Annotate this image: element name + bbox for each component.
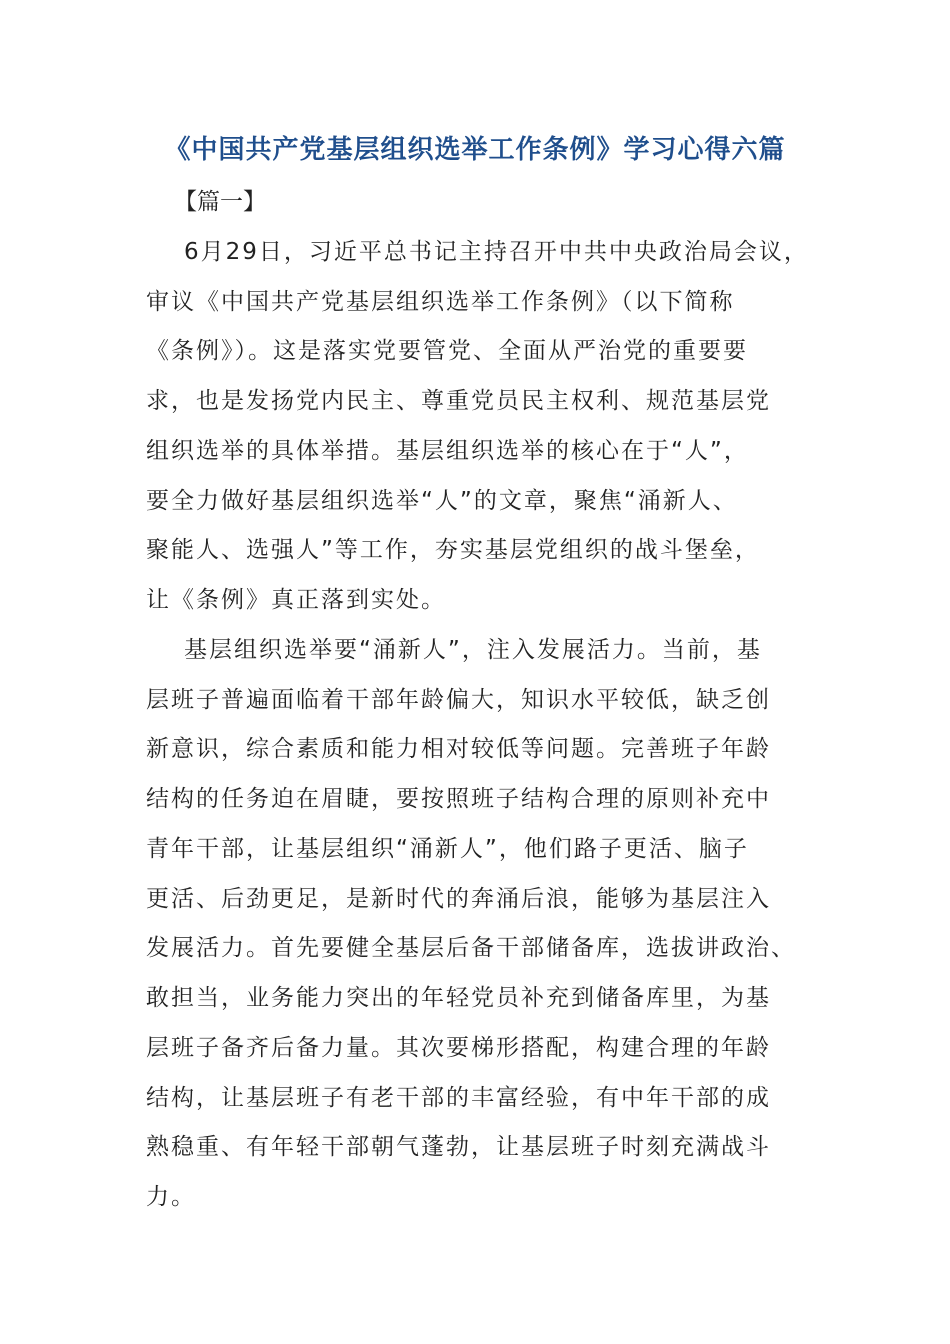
paragraph-line: 结构的任务迫在眉睫，要按照班子结构合理的原则补充中 — [146, 786, 771, 812]
section-label: 【篇一】 — [174, 189, 266, 215]
paragraph-line: 新意识，综合素质和能力相对较低等问题。完善班子年龄 — [146, 736, 771, 762]
paragraph-line: 让《条例》真正落到实处。 — [146, 587, 446, 613]
paragraph-line: 聚能人、选强人”等工作，夯实基层党组织的战斗堡垒， — [146, 537, 760, 563]
paragraph-line: 更活、后劲更足，是新时代的奔涌后浪，能够为基层注入 — [146, 886, 771, 912]
paragraph-line: 熟稳重、有年轻干部朝气蓬勃，让基层班子时刻充满战斗 — [146, 1134, 771, 1160]
document-title: 《中国共产党基层组织选举工作条例》学习心得六篇 — [164, 135, 786, 165]
paragraph-line: 结构，让基层班子有老干部的丰富经验，有中年干部的成 — [146, 1085, 771, 1111]
paragraph-line: 力。 — [146, 1184, 196, 1210]
paragraph-line: 求，也是发扬党内民主、尊重党员民主权利、规范基层党 — [146, 388, 771, 414]
paragraph-line: 要全力做好基层组织选举“人”的文章，聚焦“涌新人、 — [146, 488, 738, 514]
paragraph-line: 组织选举的具体举措。基层组织选举的核心在于“人”， — [146, 438, 749, 464]
paragraph-line: 发展活力。首先要健全基层后备干部储备库，选拔讲政治、 — [146, 935, 796, 961]
paragraph-line: 层班子备齐后备力量。其次要梯形搭配，构建合理的年龄 — [146, 1035, 771, 1061]
paragraph-line: 审议《中国共产党基层组织选举工作条例》（以下简称 — [146, 289, 735, 315]
paragraph-line: 层班子普遍面临着干部年龄偏大，知识水平较低，缺乏创 — [146, 687, 771, 713]
paragraph-line: 《条例》）。这是落实党要管党、全面从严治党的重要要 — [146, 338, 748, 364]
paragraph-line: 基层组织选举要“涌新人”，注入发展活力。当前，基 — [184, 637, 762, 663]
paragraph-line: 敢担当，业务能力突出的年轻党员补充到储备库里，为基 — [146, 985, 771, 1011]
paragraph-line: 青年干部，让基层组织“涌新人”，他们路子更活、脑子 — [146, 836, 749, 862]
paragraph-line: 6月29日，习近平总书记主持召开中共中央政治局会议， — [184, 239, 809, 265]
